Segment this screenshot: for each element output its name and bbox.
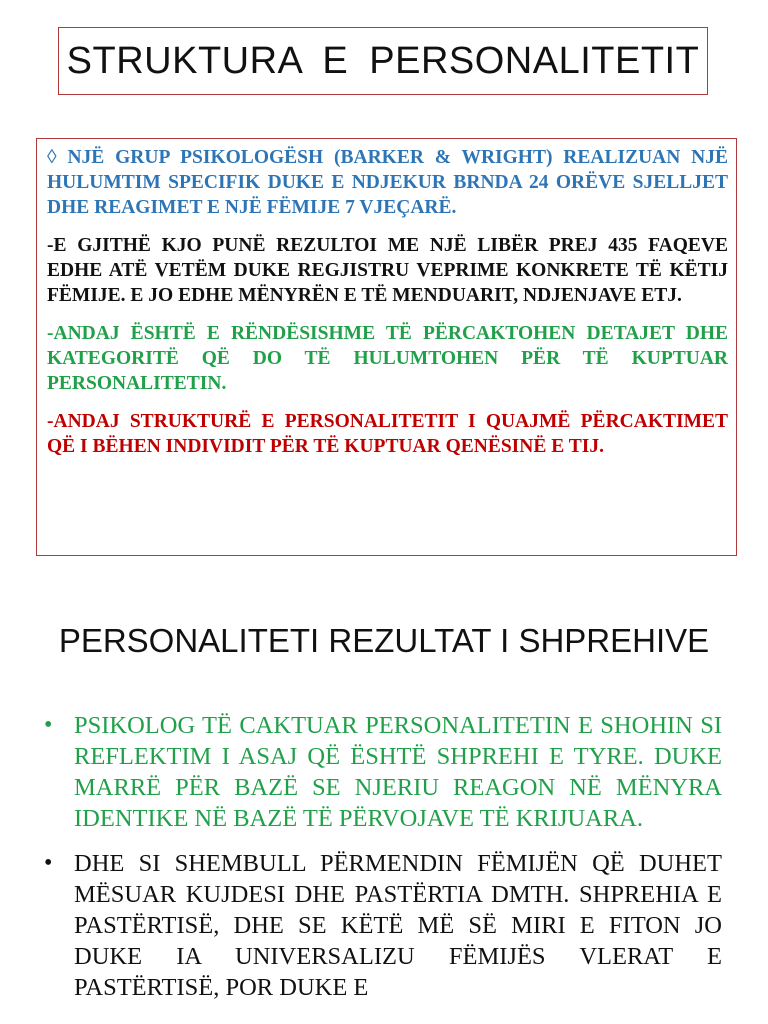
paragraph-importance: -ANDAJ ËSHTË E RËNDËSISHME TË PËRCAKTOHEN DETAJET DHE KATEGORITË QË DO TË HULUMTOHEN PËR TË KUPTUAR PERSONALITETIN. xyxy=(47,323,728,394)
info-box xyxy=(36,138,737,556)
title-box xyxy=(58,27,708,95)
list-item xyxy=(44,848,722,1003)
bullet-list xyxy=(44,710,722,1017)
paragraph-book-result: -E GJITHË KJO PUNË REZULTOI ME NJË LIBËR PREJ 435 FAQEVE EDHE ATË VETËM DUKE REGJISTRU VEPRIME KONKRETE TË KËTIJ FËMIJE. E JO EDHE MËNYRËN E TË MENDUARIT, NDJENJAVE ETJ. xyxy=(47,235,728,306)
paragraph-research: ◊ NJË GRUP PSIKOLOGËSH (BARKER & WRIGHT) REALIZUAN NJË HULUMTIM SPECIFIK DUKE E NDJEKUR BRNDA 24 ORËVE SJELLJET DHE REAGIMET E NJË FËMIJE 7 VJEÇARË. xyxy=(47,147,728,218)
bullet-icon: • xyxy=(44,712,53,738)
bullet-text: PSIKOLOG TË CAKTUAR PERSONALITETIN E SHOHIN SI REFLEKTIM I ASAJ QË ËSHTË SHPREHI E TYRE. DUKE MARRË PËR BAZË SE NJERIU REAGON NË MËNYRA IDENTIKE NË BAZË TË PËRVOJAVE TË KRIJUARA. xyxy=(74,712,722,832)
bullet-icon: • xyxy=(44,850,53,876)
bullet-text: DHE SI SHEMBULL PËRMENDIN FËMIJËN QË DUHET MËSUAR KUJDESI DHE PASTËRTIA DMTH. SHPREHIA E PASTËRTISË, DHE SE KËTË MË SË MIRI E FITON JO DUKE IA UNIVERSALIZU FËMIJËS VLERAT E PASTËRTISË, POR DUKE E xyxy=(74,850,722,1001)
list-item xyxy=(44,710,722,834)
page-title: STRUKTURA E PERSONALITETIT xyxy=(66,39,700,82)
paragraph-definition: -ANDAJ STRUKTURË E PERSONALITETIT I QUAJMË PËRCAKTIMET QË I BËHEN INDIVIDIT PËR TË KUPTUAR QENËSINË E TIJ. xyxy=(47,411,728,457)
section-title: PERSONALITETI REZULTAT I SHPREHIVE xyxy=(58,622,710,659)
